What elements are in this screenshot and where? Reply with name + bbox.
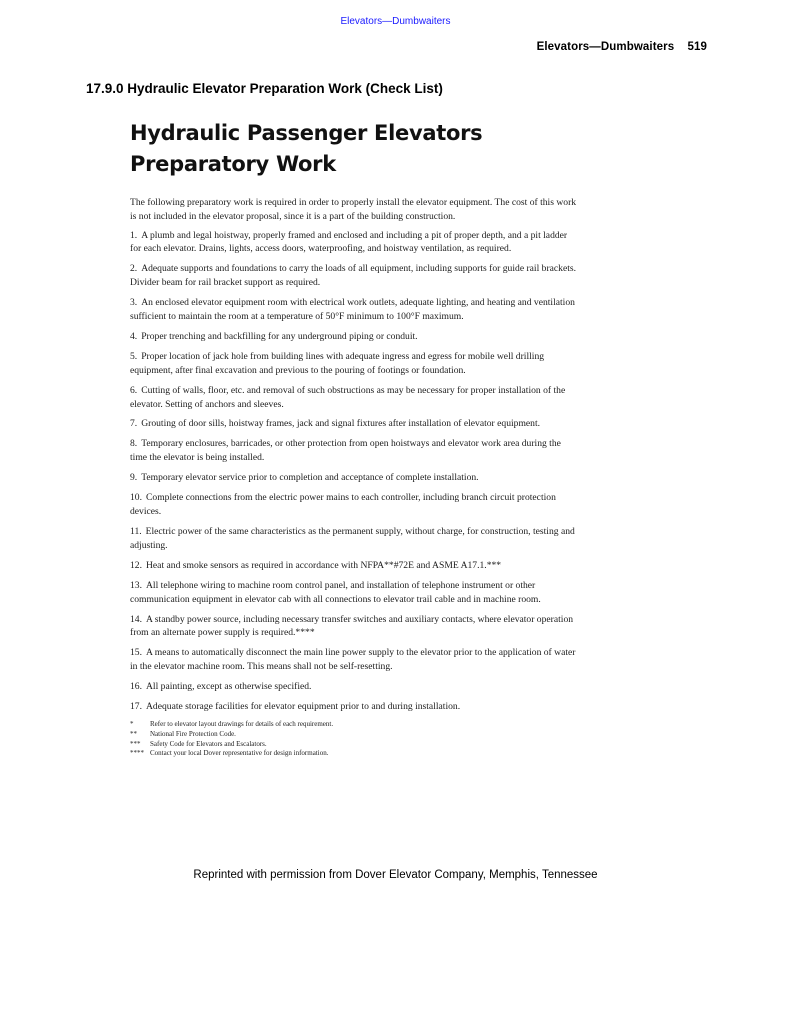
checklist-item: 8. Temporary enclosures, barricades, or other protection from open hoistways and elevator work area during the time the elevator is being installed. <box>130 438 561 464</box>
figure-intro: The following preparatory work is required in order to properly install the elevator equipment. The cost of this work is not included in the elevator proposal, since it is a part of the building construction. <box>130 197 577 222</box>
checklist-item: 15. A means to automatically disconnect the main line power supply to the elevator prior to the application of water in the elevator machine room. This means shall not be self-resetting. <box>130 647 576 673</box>
footnote: * Refer to elevator layout drawings for details of each requirement. <box>130 720 334 729</box>
checklist-item: 10. Complete connections from the electric power mains to each controller, including branch circuit protection devices. <box>130 492 556 518</box>
checklist-item: 9. Temporary elevator service prior to completion and acceptance of complete installation. <box>130 472 479 484</box>
checklist-item: 12. Heat and smoke sensors as required in accordance with NFPA**#72E and ASME A17.1.*** <box>130 559 502 571</box>
checklist-item: 2. Adequate supports and foundations to carry the loads of all equipment, including supports for guide rail brackets. Divider beam for rail bracket support as required. <box>130 263 577 289</box>
running-head-title: Elevators—Dumbwaiters <box>536 41 675 53</box>
checklist-item: 13. All telephone wiring to machine room control panel, and installation of telephone instrument or other communication equipment in elevator cab with all connections to elevator trail cable and in machine room. <box>130 579 541 605</box>
scanned-figure <box>130 118 580 759</box>
footnotes <box>130 720 580 759</box>
footnote: ** National Fire Protection Code. <box>130 729 236 738</box>
checklist-item: 4. Proper trenching and backfilling for any underground piping or conduit. <box>130 330 418 342</box>
checklist-item: 17. Adequate storage facilities for elevator equipment prior to and during installation. <box>130 701 461 713</box>
checklist-item: 7. Grouting of door sills, hoistway frames, jack and signal fixtures after installation of elevator equipment. <box>130 418 541 430</box>
top-link[interactable]: Elevators—Dumbwaiters <box>340 16 451 27</box>
checklist-item: 6. Cutting of walls, floor, etc. and removal of such obstructions as may be necessary for proper installation of the elevator. Setting of anchors and sleeves. <box>130 384 566 410</box>
footnote: **** Contact your local Dover representative for design information. <box>130 749 329 758</box>
section-title: 17.9.0 Hydraulic Elevator Preparation Work (Check List) <box>86 81 443 96</box>
checklist-item: 11. Electric power of the same characteristics as the permanent supply, without charge, for construction, testing and adjusting. <box>130 526 575 551</box>
checklist-item: 5. Proper location of jack hole from building lines with adequate ingress and egress for mobile well drilling equipment, after final excavation and previous to the pouring of footings or foundation. <box>130 350 545 376</box>
reprint-credit: Reprinted with permission from Dover Elevator Company, Memphis, Tennessee <box>193 869 598 881</box>
checklist-item: 14. A standby power source, including necessary transfer switches and auxiliary contacts, where elevator operation from an alternate power supply is required.**** <box>130 613 574 639</box>
checklist-item: 16. All painting, except as otherwise specified. <box>130 681 312 693</box>
figure-heading <box>130 118 580 180</box>
checklist-item: 3. An enclosed elevator equipment room with electrical work outlets, adequate lighting, and heating and ventilation sufficient to maintain the room at a temperature of 50°F minimum to 100°F maximum. <box>130 297 575 322</box>
footnote: *** Safety Code for Elevators and Escalators. <box>130 739 267 748</box>
figure-heading-line2: Preparatory Work <box>130 152 336 176</box>
checklist-item: 1. A plumb and legal hoistway, properly framed and enclosed and including a pit of proper depth, and a pit ladder for each elevator. Drains, lights, access doors, waterproofing, and hoistway ventilation, as required. <box>130 229 568 255</box>
checklist <box>130 229 580 714</box>
page-number: 519 <box>687 41 707 53</box>
figure-heading-line1: Hydraulic Passenger Elevators <box>130 121 483 145</box>
running-head <box>537 41 707 53</box>
